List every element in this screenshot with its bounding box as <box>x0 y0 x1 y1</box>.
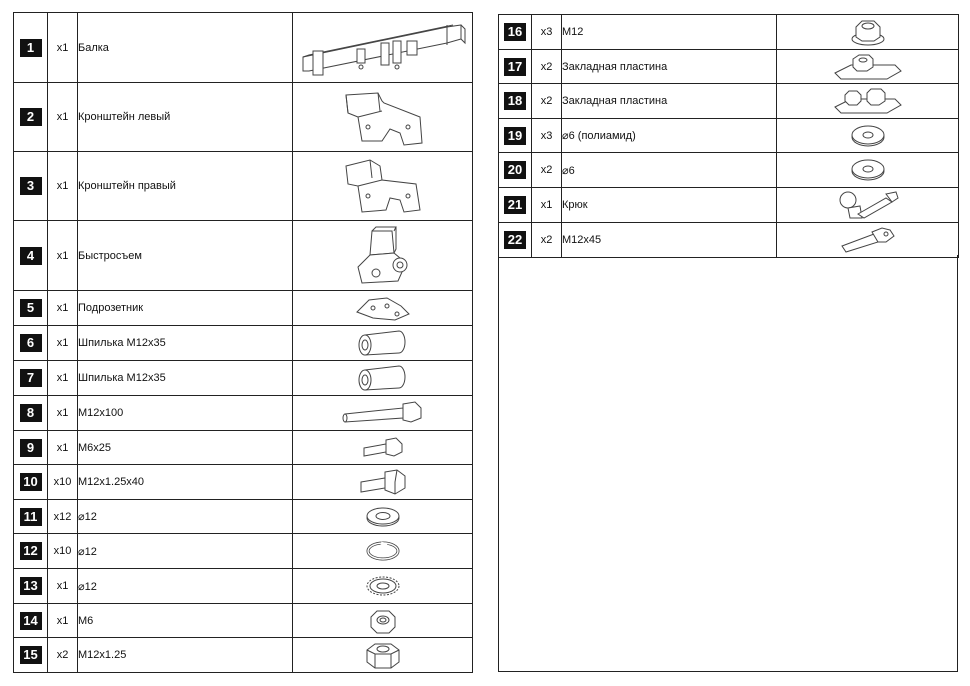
item-number-badge: 3 <box>20 177 42 195</box>
item-quantity: x1 <box>48 396 78 431</box>
item-number-cell <box>14 326 48 361</box>
embed-plate-double-icon <box>777 87 958 115</box>
item-number-cell <box>14 221 48 291</box>
item-number-badge: 17 <box>504 58 526 76</box>
item-name: Кронштейн правый <box>78 152 293 221</box>
item-number-cell <box>14 152 48 221</box>
item-name: М6 <box>78 604 293 638</box>
table-row <box>499 188 959 223</box>
item-name: М12х1.25х40 <box>78 465 293 500</box>
item-quantity: x3 <box>532 15 562 50</box>
parts-table-right <box>498 14 959 258</box>
item-illustration <box>777 188 959 223</box>
parts-table-left <box>13 12 473 673</box>
item-illustration <box>293 431 473 465</box>
item-number-badge: 19 <box>504 127 526 145</box>
bolt-icon <box>293 468 472 496</box>
item-illustration <box>293 500 473 534</box>
item-illustration <box>293 396 473 431</box>
item-illustration <box>293 291 473 326</box>
socket-plate-icon <box>293 294 472 322</box>
item-number-cell <box>499 119 532 153</box>
flange-nut-icon <box>777 17 958 47</box>
item-number-cell <box>499 188 532 223</box>
embed-plate-icon <box>777 53 958 81</box>
table-row <box>499 153 959 188</box>
item-number-badge: 15 <box>20 646 42 664</box>
table-row <box>14 83 473 152</box>
item-quantity: x10 <box>48 534 78 569</box>
beam-icon <box>293 15 472 81</box>
item-illustration <box>293 221 473 291</box>
item-number-badge: 20 <box>504 161 526 179</box>
item-number-badge: 6 <box>20 334 42 352</box>
item-illustration <box>293 569 473 604</box>
item-number-cell <box>499 15 532 50</box>
item-name: Подрозетник <box>78 291 293 326</box>
item-number-badge: 7 <box>20 369 42 387</box>
table-row <box>14 396 473 431</box>
item-name: М12х100 <box>78 396 293 431</box>
quick-release-icon <box>293 225 472 287</box>
long-bolt-icon <box>293 400 472 426</box>
item-name: Шпилька М12х35 <box>78 361 293 396</box>
item-illustration <box>293 326 473 361</box>
item-quantity: x1 <box>48 361 78 396</box>
item-quantity: x10 <box>48 465 78 500</box>
item-quantity: x1 <box>532 188 562 223</box>
item-number-badge: 21 <box>504 196 526 214</box>
bracket-left-icon <box>293 87 472 147</box>
item-number-badge: 18 <box>504 92 526 110</box>
item-number-badge: 14 <box>20 612 42 630</box>
item-number-cell <box>499 50 532 84</box>
stud-icon <box>293 364 472 392</box>
item-number-badge: 8 <box>20 404 42 422</box>
item-name: М12х45 <box>562 223 777 258</box>
item-illustration <box>777 84 959 119</box>
table-row <box>14 569 473 604</box>
item-name: ⌀6 <box>562 153 777 188</box>
item-illustration <box>293 534 473 569</box>
table-row <box>499 84 959 119</box>
item-name: ⌀12 <box>78 569 293 604</box>
item-name: ⌀6 (полиамид) <box>562 119 777 153</box>
washer-icon <box>777 157 958 183</box>
table-row <box>14 361 473 396</box>
lock-nut-icon <box>293 607 472 635</box>
item-illustration <box>777 223 959 258</box>
item-name: Закладная пластина <box>562 84 777 119</box>
table-row <box>14 152 473 221</box>
spring-washer-icon <box>293 540 472 562</box>
tow-ball-icon <box>777 188 958 222</box>
item-number-cell <box>14 569 48 604</box>
item-illustration <box>293 83 473 152</box>
item-number-cell <box>14 638 48 673</box>
table-row <box>14 326 473 361</box>
serrated-washer-icon <box>293 574 472 598</box>
item-quantity: x2 <box>532 223 562 258</box>
item-illustration <box>293 152 473 221</box>
item-number-badge: 12 <box>20 542 42 560</box>
item-quantity: x1 <box>48 13 78 83</box>
item-quantity: x12 <box>48 500 78 534</box>
bracket-right-icon <box>293 156 472 216</box>
table-row <box>14 291 473 326</box>
table-row <box>14 638 473 673</box>
item-illustration <box>293 638 473 673</box>
item-number-cell <box>14 465 48 500</box>
item-number-badge: 2 <box>20 108 42 126</box>
item-number-badge: 10 <box>20 473 42 491</box>
table-row <box>499 119 959 153</box>
item-number-badge: 1 <box>20 39 42 57</box>
hex-nut-icon <box>293 640 472 670</box>
item-name: Крюк <box>562 188 777 223</box>
item-illustration <box>293 465 473 500</box>
item-illustration <box>293 13 473 83</box>
item-name: Закладная пластина <box>562 50 777 84</box>
item-name: Быстросъем <box>78 221 293 291</box>
item-number-cell <box>14 13 48 83</box>
empty-area <box>498 255 958 672</box>
item-number-badge: 11 <box>20 508 42 526</box>
item-quantity: x1 <box>48 431 78 465</box>
table-row <box>499 223 959 258</box>
stud-icon <box>293 329 472 357</box>
table-row <box>14 500 473 534</box>
item-quantity: x1 <box>48 569 78 604</box>
item-illustration <box>777 15 959 50</box>
item-number-badge: 5 <box>20 299 42 317</box>
washer-icon <box>777 123 958 149</box>
item-quantity: x2 <box>48 638 78 673</box>
item-number-badge: 22 <box>504 231 526 249</box>
item-number-cell <box>14 291 48 326</box>
item-name: Шпилька М12х35 <box>78 326 293 361</box>
item-number-cell <box>499 153 532 188</box>
flat-washer-icon <box>293 506 472 528</box>
item-illustration <box>777 50 959 84</box>
item-quantity: x1 <box>48 221 78 291</box>
item-illustration <box>777 119 959 153</box>
item-number-cell <box>14 396 48 431</box>
item-number-cell <box>14 500 48 534</box>
item-quantity: x2 <box>532 153 562 188</box>
item-name: Балка <box>78 13 293 83</box>
item-illustration <box>293 361 473 396</box>
item-number-cell <box>14 431 48 465</box>
item-quantity: x1 <box>48 326 78 361</box>
item-name: Кронштейн левый <box>78 83 293 152</box>
item-number-cell <box>499 84 532 119</box>
item-quantity: x1 <box>48 152 78 221</box>
item-quantity: x1 <box>48 604 78 638</box>
table-row <box>14 221 473 291</box>
item-name: ⌀12 <box>78 534 293 569</box>
item-quantity: x2 <box>532 84 562 119</box>
item-quantity: x2 <box>532 50 562 84</box>
item-number-badge: 4 <box>20 247 42 265</box>
item-number-cell <box>14 83 48 152</box>
table-row <box>14 465 473 500</box>
item-number-badge: 16 <box>504 23 526 41</box>
item-number-badge: 13 <box>20 577 42 595</box>
item-number-cell <box>14 361 48 396</box>
item-number-cell <box>14 604 48 638</box>
item-illustration <box>293 604 473 638</box>
item-name: М12 <box>562 15 777 50</box>
table-row <box>14 534 473 569</box>
small-bolt-icon <box>293 436 472 460</box>
table-row <box>499 15 959 50</box>
table-row <box>14 431 473 465</box>
item-name: М12х1.25 <box>78 638 293 673</box>
item-name: М6х25 <box>78 431 293 465</box>
item-quantity: x3 <box>532 119 562 153</box>
table-row <box>499 50 959 84</box>
item-number-cell <box>14 534 48 569</box>
item-number-badge: 9 <box>20 439 42 457</box>
item-quantity: x1 <box>48 291 78 326</box>
table-row <box>14 13 473 83</box>
item-illustration <box>777 153 959 188</box>
item-name: ⌀12 <box>78 500 293 534</box>
pin-bolt-icon <box>777 226 958 254</box>
item-quantity: x1 <box>48 83 78 152</box>
item-number-cell <box>499 223 532 258</box>
table-row <box>14 604 473 638</box>
